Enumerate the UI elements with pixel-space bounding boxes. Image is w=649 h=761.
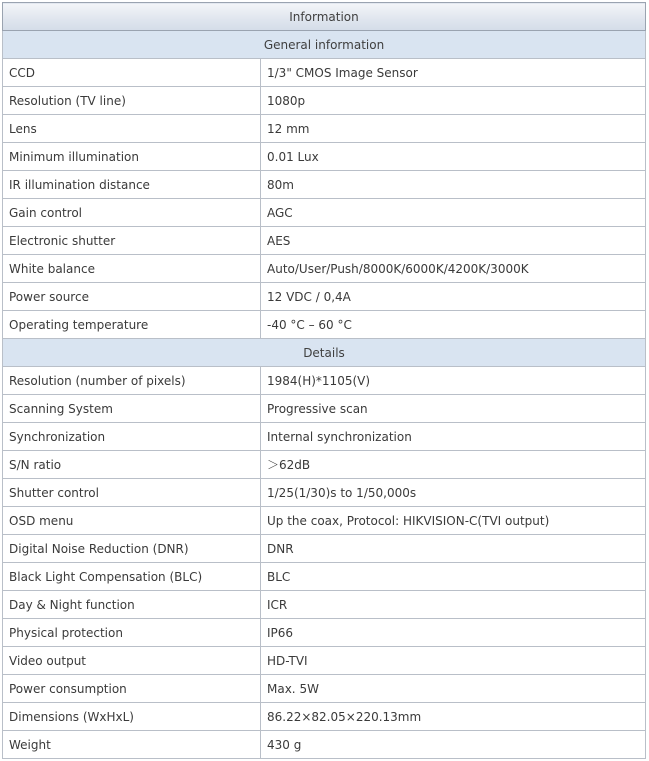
table-row [3, 143, 646, 171]
spec-table-body [3, 3, 646, 759]
spec-table [2, 2, 646, 759]
table-row [3, 507, 646, 535]
spec-label: OSD menu [3, 507, 261, 535]
spec-label: Video output [3, 647, 261, 675]
section-header-details: Details [3, 339, 646, 367]
spec-value: 0.01 Lux [261, 143, 646, 171]
table-row [3, 451, 646, 479]
spec-value: DNR [261, 535, 646, 563]
table-row [3, 563, 646, 591]
table-row [3, 59, 646, 87]
table-row [3, 367, 646, 395]
spec-label: Minimum illumination [3, 143, 261, 171]
spec-label: Weight [3, 731, 261, 759]
table-row [3, 87, 646, 115]
spec-value: Progressive scan [261, 395, 646, 423]
spec-label: Operating temperature [3, 311, 261, 339]
spec-value: 1984(H)*1105(V) [261, 367, 646, 395]
spec-label: Physical protection [3, 619, 261, 647]
spec-value: 430 g [261, 731, 646, 759]
spec-value: Up the coax, Protocol: HIKVISION-C(TVI output) [261, 507, 646, 535]
table-row [3, 591, 646, 619]
spec-label: Power consumption [3, 675, 261, 703]
spec-label: IR illumination distance [3, 171, 261, 199]
table-row [3, 311, 646, 339]
spec-value: 1/25(1/30)s to 1/50,000s [261, 479, 646, 507]
table-row [3, 171, 646, 199]
table-title-row [3, 3, 646, 31]
table-row [3, 115, 646, 143]
spec-label: Electronic shutter [3, 227, 261, 255]
table-row [3, 703, 646, 731]
spec-label: Gain control [3, 199, 261, 227]
table-row [3, 255, 646, 283]
spec-label: Day & Night function [3, 591, 261, 619]
table-row [3, 619, 646, 647]
spec-value: HD-TVI [261, 647, 646, 675]
spec-label: S/N ratio [3, 451, 261, 479]
spec-value: AES [261, 227, 646, 255]
table-row [3, 479, 646, 507]
table-row [3, 731, 646, 759]
spec-value: 12 VDC / 0,4A [261, 283, 646, 311]
section-header-general: General information [3, 31, 646, 59]
spec-label: Dimensions (WxHxL) [3, 703, 261, 731]
spec-value: 80m [261, 171, 646, 199]
spec-value: 1/3" CMOS Image Sensor [261, 59, 646, 87]
spec-label: Black Light Compensation (BLC) [3, 563, 261, 591]
table-row [3, 283, 646, 311]
section-row-general [3, 31, 646, 59]
spec-value: ＞62dB [261, 451, 646, 479]
spec-label: Resolution (TV line) [3, 87, 261, 115]
spec-value: ICR [261, 591, 646, 619]
section-row-details [3, 339, 646, 367]
spec-value: 86.22×82.05×220.13mm [261, 703, 646, 731]
table-row [3, 647, 646, 675]
spec-value: 12 mm [261, 115, 646, 143]
spec-label: CCD [3, 59, 261, 87]
spec-value: IP66 [261, 619, 646, 647]
spec-label: Shutter control [3, 479, 261, 507]
spec-label: Scanning System [3, 395, 261, 423]
spec-label: White balance [3, 255, 261, 283]
table-row [3, 423, 646, 451]
table-row [3, 535, 646, 563]
spec-value: Auto/User/Push/8000K/6000K/4200K/3000K [261, 255, 646, 283]
spec-value: 1080p [261, 87, 646, 115]
spec-value: Internal synchronization [261, 423, 646, 451]
spec-label: Power source [3, 283, 261, 311]
table-row [3, 227, 646, 255]
spec-value: Max. 5W [261, 675, 646, 703]
spec-label: Digital Noise Reduction (DNR) [3, 535, 261, 563]
spec-value: AGC [261, 199, 646, 227]
table-title: Information [3, 3, 646, 31]
table-row [3, 395, 646, 423]
spec-label: Lens [3, 115, 261, 143]
table-row [3, 199, 646, 227]
table-row [3, 675, 646, 703]
spec-value: BLC [261, 563, 646, 591]
spec-value: -40 °C – 60 °C [261, 311, 646, 339]
spec-label: Resolution (number of pixels) [3, 367, 261, 395]
spec-label: Synchronization [3, 423, 261, 451]
